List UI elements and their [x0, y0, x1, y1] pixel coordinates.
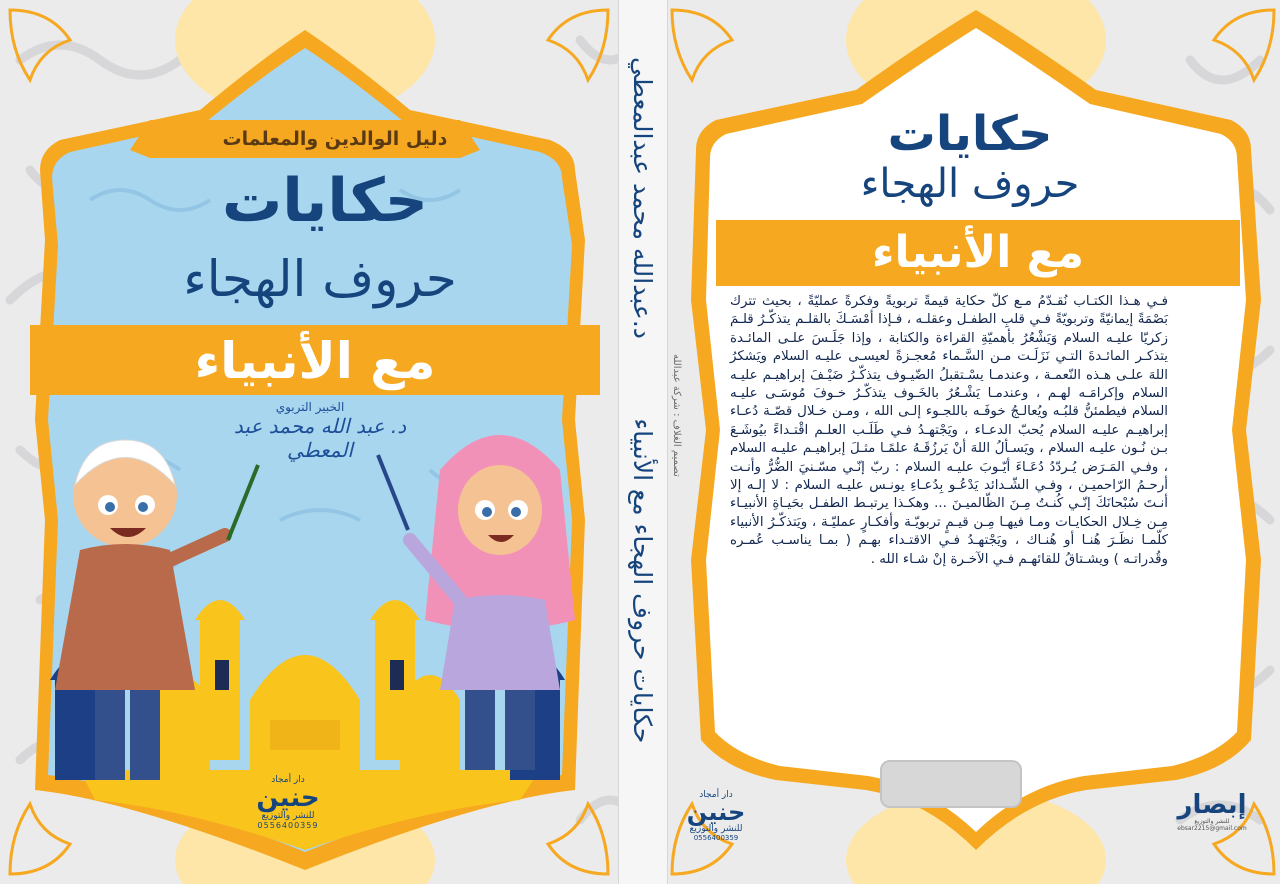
front-title-line1: حكايات — [221, 166, 428, 236]
spine-gap — [628, 347, 657, 411]
barcode-placeholder — [880, 760, 1022, 808]
front-publisher-logo — [248, 775, 328, 830]
front-title-line2: حروف الهجاء — [183, 250, 457, 308]
front-publisher-tagline: للنشر والتوزيع — [261, 811, 315, 821]
author-signature: د. عبد الله محمد عبد المعطي — [233, 414, 407, 462]
back-publisher-tagline: للنشر والتوزيع — [689, 824, 743, 834]
spine-title — [622, 40, 662, 760]
back-title-line1: حكايات — [887, 106, 1053, 162]
spine-author: د.عبدالله محمد عبدالمعطي — [628, 56, 657, 339]
back-title-line2: حروف الهجاء — [860, 161, 1080, 207]
spine-title-text: حكايات حروف الهجاء مع الأنبياء — [628, 418, 657, 744]
back-title-line3: مع الأنبياء — [872, 227, 1084, 278]
front-publisher-phone: 0556400359 — [257, 821, 319, 830]
author-role: الخبير التربوي — [275, 400, 345, 414]
basar-name: إبصار — [1177, 790, 1247, 820]
spine-credit: تصميم الغلاف : شركة عبدالله — [671, 353, 682, 477]
front-publisher-small: دار أمجاد — [271, 775, 305, 785]
front-title-line3: مع الأنبياء — [194, 332, 436, 390]
back-publisher-name: حنين — [686, 798, 746, 826]
back-publisher-phone: 0556400359 — [693, 834, 739, 842]
basar-logo — [1156, 792, 1268, 832]
front-publisher-name: حنين — [256, 783, 320, 813]
basar-tagline: للنشر والتوزيع — [1194, 818, 1230, 825]
back-publisher-small: دار أمجاد — [699, 790, 733, 800]
back-publisher-logo — [676, 790, 756, 842]
front-subtitle: دليل الوالدين والمعلمات — [222, 128, 448, 150]
back-cover-blurb: فـي هـذا الكتـاب نُقـدّمُ مـع كلّ حكاية قيمةً تربويةً وفكرةً عمليّةً ، بحيث تترك بَصْمَةً إيمانيّةً وتربويّةً فـي قلبِ الطفـل وعقلـه ، فـإذا أمْسَـكَ بالقلـم يتذكّـرُ قلـمَ زكريّا عليـه السلام وَيَشْعُرُ بأهميّةِ القراءة والكتابة ، وإذا جَلَـسَ علـى المائـدة يتذكـر المائـدةَ التـي نَزَلَـت مـن السَّـماء مُعجـزةً لعيسـى عليـه السلام ويَشكرُ اللهَ علـى هـذه النّعمـة ، وعندمـا يسْـتقبلُ الضّيـوف يتذكّـرُ ضَيْـفَ إبراهيـم عليـه السلام وإكرامَـه لهـم ، وعندمـا يَشْـعُرُ بالخَـوف يتذكّـرُ خـوفَ مُوسَـى عليـه السلام فيطمئنُّ قلبُـه ويُعالـجُ خوفَـه باللجـوء إلـى الله ، ومـن خـلال قصّـة دُعـاء إبراهيـم عليـه السلام يُحبّ الدعـاء ، ويَجْتهـدُ فـي طَلَـب العلـم اقْتـداءً بيُوشَـعَ بـن نُـون عليـه السلام ، ويَسـألُ اللهَ أنْ يَرزُقَـهُ علمًـا مثـلَ إبراهيـم عليـه السلام ، وفـي المَـرَض يُـردّدُ دُعَـاءَ أيّـوبَ عليـه السلام : ربّ إنّـي مسّـنيَ الضُّرُّ وأنـت أرحـمُ الرّاحميـن ، وفـي الشّـدائد يَدْعُـو بِدُعـاءِ يونـس عليـه السلام : لا إلـه إلا أنـتَ سُبْحانَكَ إنّـي كُنـتُ مِـنَ الظّالميـنَ ... وهكـذا يرتبـط الطفـل بحَيـاةِ الأنبيـاء مِـن خِـلال الحكايـات ومـا فيهـا مِـن قيـمٍ تربويّـة وأفكـارٍ عمليّـة ، ويَتذكّـرُ الأنبياء كلّمـا نظَـرَ هُنـا أو هُنـاك ، ويَجْتهـدُ فـي الاقتـداء بهـم ( بمـا يناسـب عُمـره وقُدراتـه ) ويشـتاقُ للقائهـم فـي الآخـرة إنْ شـاء الله . — [730, 294, 1168, 567]
basar-contact: ebsar2215@gmail.com — [1177, 825, 1247, 833]
